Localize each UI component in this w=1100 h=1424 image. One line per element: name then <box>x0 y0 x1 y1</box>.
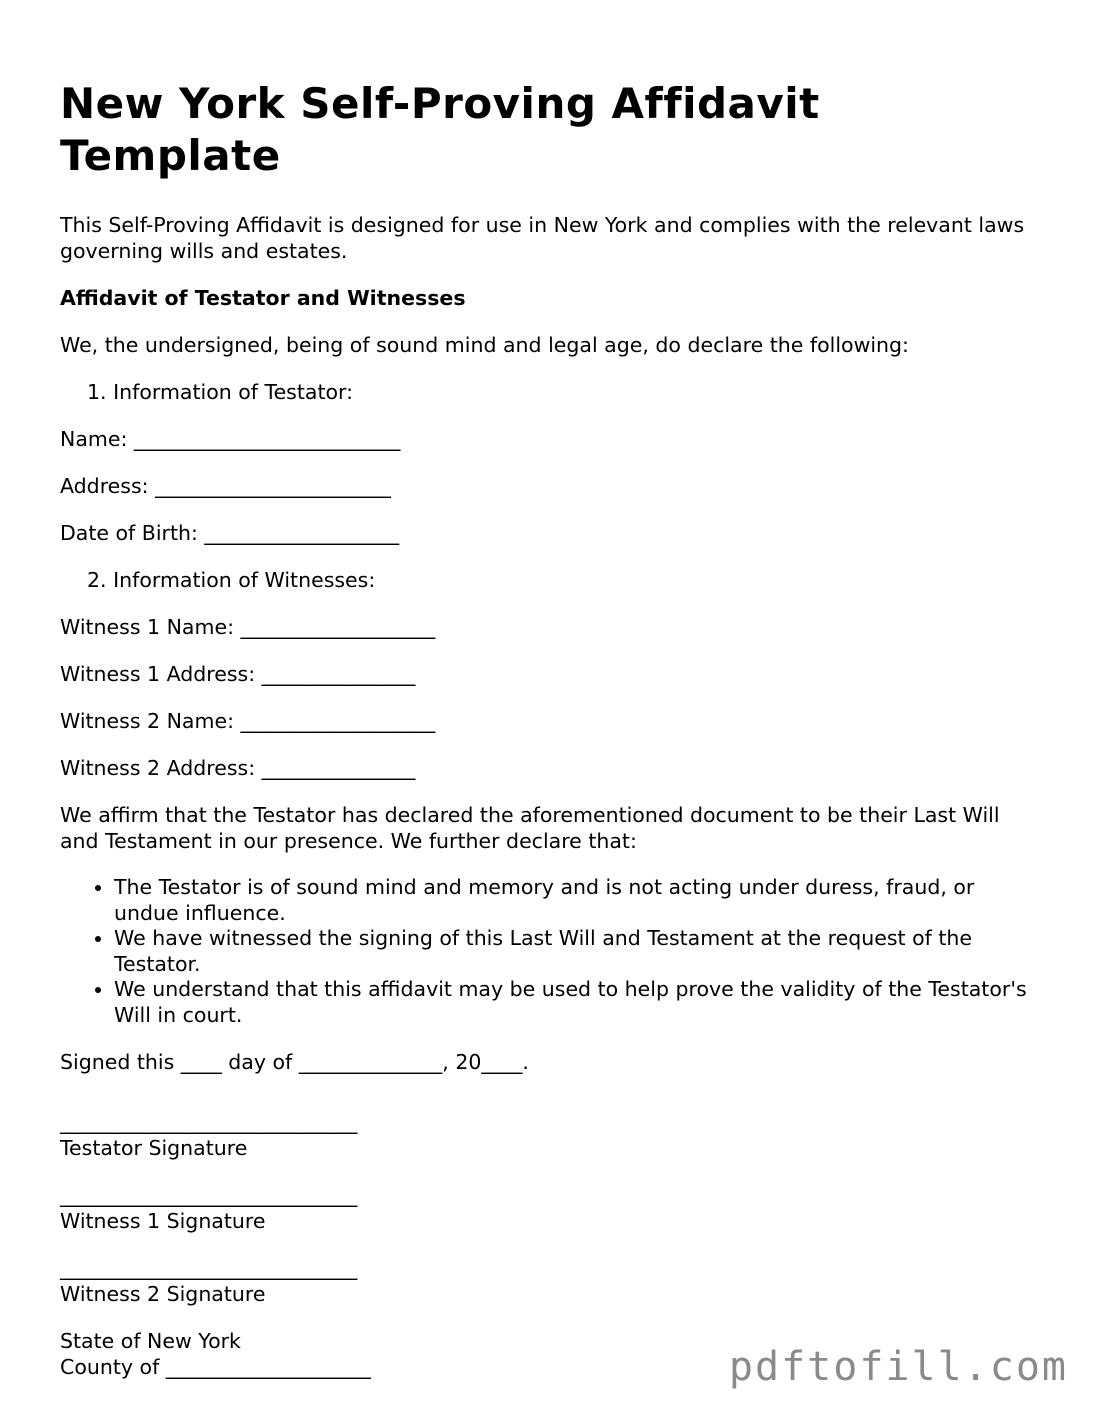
witness1-address-field[interactable]: Witness 1 Address: _______________ <box>60 662 416 686</box>
testator-info-heading: 1. Information of Testator: <box>87 380 354 404</box>
testator-signature-block <box>60 1109 1040 1161</box>
declaration-list <box>60 875 1040 1028</box>
witness2-address-field[interactable]: Witness 2 Address: _______________ <box>60 756 416 780</box>
testator-signature-label: Testator Signature <box>60 1136 248 1160</box>
witness2-signature-line[interactable]: _____________________________ <box>60 1256 358 1280</box>
testator-address-field[interactable]: Address: _______________________ <box>60 474 391 498</box>
declaration-text: We, the undersigned, being of sound mind and legal age, do declare the following: <box>60 333 909 357</box>
intro-paragraph: This Self-Proving Affidavit is designed for use in New York and complies with the relevant laws governing wills and estates. <box>60 213 1025 263</box>
watermark-text: pdftofill.com <box>728 1344 1068 1390</box>
witness2-signature-block <box>60 1255 1040 1307</box>
testator-dob-field[interactable]: Date of Birth: ___________________ <box>60 521 400 545</box>
testator-signature-line[interactable]: _____________________________ <box>60 1110 358 1134</box>
witness2-signature-label: Witness 2 Signature <box>60 1282 266 1306</box>
witness1-signature-label: Witness 1 Signature <box>60 1209 266 1233</box>
document-title: New York Self-Proving Affidavit Template <box>60 79 820 180</box>
signed-date-line[interactable]: Signed this ____ day of ______________, 20____. <box>60 1050 529 1074</box>
witness2-name-field[interactable]: Witness 2 Name: ___________________ <box>60 709 436 733</box>
testator-name-field[interactable]: Name: __________________________ <box>60 427 401 451</box>
document-page <box>60 78 1040 1380</box>
witness1-name-field[interactable]: Witness 1 Name: ___________________ <box>60 615 436 639</box>
affirmation-paragraph: We affirm that the Testator has declared the aforementioned document to be their Last Will and Testament in our presence. We further declare that: <box>60 803 1000 853</box>
witness-info-heading: 2. Information of Witnesses: <box>87 568 376 592</box>
county-field[interactable]: County of ____________________ <box>60 1355 371 1379</box>
list-item: • We have witnessed the signing of this Last Will and Testament at the request of the Testator. <box>114 926 1040 977</box>
section-heading: Affidavit of Testator and Witnesses <box>60 286 466 310</box>
witness1-signature-block <box>60 1182 1040 1234</box>
list-item: • The Testator is of sound mind and memory and is not acting under duress, fraud, or undue influence. <box>114 875 1040 926</box>
state-text: State of New York <box>60 1329 241 1353</box>
list-item: • We understand that this affidavit may be used to help prove the validity of the Testator's Will in court. <box>114 977 1040 1028</box>
witness1-signature-line[interactable]: _____________________________ <box>60 1183 358 1207</box>
